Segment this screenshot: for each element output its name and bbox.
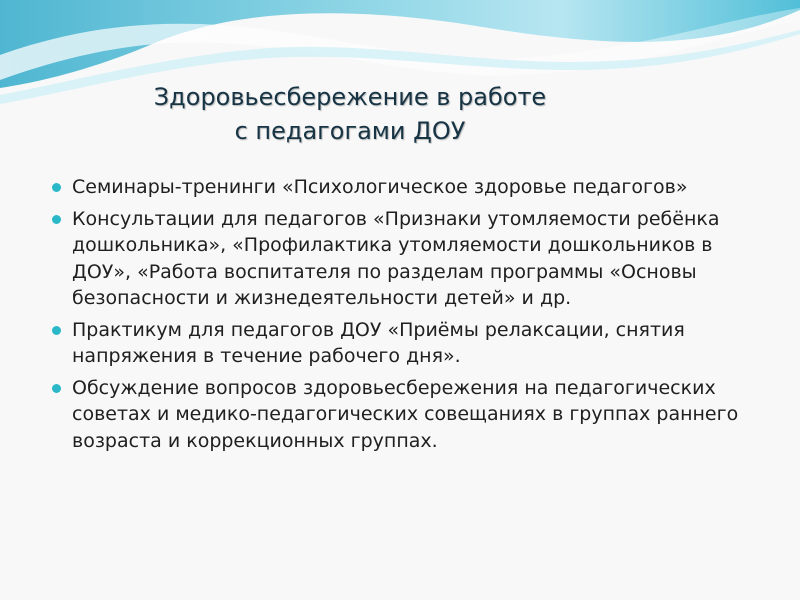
bullet-text: Практикум для педагогов ДОУ «Приёмы релаксации, снятия напряжения в течение рабочего дня». [72, 318, 685, 367]
bullet-icon [52, 183, 61, 192]
bullet-text: Семинары-тренинги «Психологическое здоровье педагогов» [72, 176, 688, 198]
bullet-icon [52, 326, 61, 335]
bullet-icon [52, 215, 61, 224]
bullet-item [50, 174, 750, 201]
bullet-list [50, 174, 750, 459]
title-line-1: Здоровьесбережение в работе [153, 83, 547, 111]
bullet-item [50, 375, 750, 455]
bullet-text: Консультации для педагогов «Признаки утомляемости ребёнка дошкольника», «Профилактика утомляемости дошкольников в ДОУ», «Работа воспитателя по разделам программы «Основы безопасности и жизнедеятельности детей» и др. [72, 207, 720, 309]
bullet-item [50, 206, 750, 312]
title-line-2: с педагогами ДОУ [234, 117, 466, 145]
bullet-text: Обсуждение вопросов здоровьесбережения на педагогических советах и медико-педагогических совещаниях в группах раннего возраста и коррекционных группах. [72, 376, 739, 452]
slide-title [100, 80, 600, 148]
bullet-icon [52, 384, 61, 393]
bullet-item [50, 317, 750, 370]
